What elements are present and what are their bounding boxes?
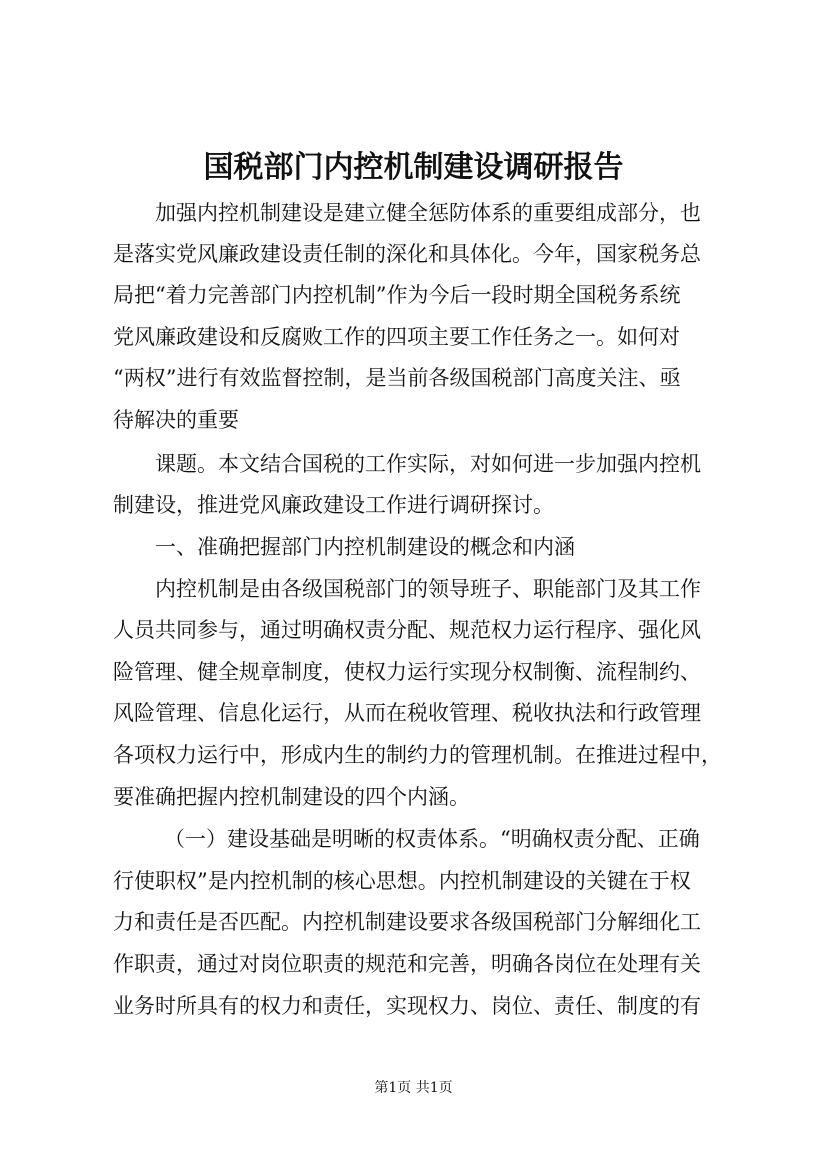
- document-title: 国税部门内控机制建设调研报告: [203, 150, 624, 185]
- text-line: 力和责任是否匹配。内控机制建设要求各级国税部门分解细化工: [113, 910, 701, 934]
- text-line: 课题。本文结合国税的工作实际，对如何进一步加强内控机: [155, 452, 701, 476]
- text-line: 内控机制是由各级国税部门的领导班子、职能部门及其工作: [155, 577, 701, 601]
- section-heading: 一、准确把握部门内控机制建设的概念和内涵: [155, 535, 575, 559]
- text-line: 风险管理、信息化运行，从而在税收管理、税收执法和行政管理: [113, 701, 701, 725]
- text-line: 制建设，推进党风廉政建设工作进行调研探讨。: [113, 493, 554, 517]
- page-footer: 第1页 共1页: [374, 1080, 453, 1096]
- text-line: 作职责，通过对岗位职责的规范和完善，明确各岗位在处理有关: [113, 952, 701, 976]
- text-line: 党风廉政建设和反腐败工作的四项主要工作任务之一。如何对: [113, 325, 680, 349]
- text-line: 各项权力运行中，形成内生的制约力的管理机制。在推进过程中，: [113, 743, 722, 767]
- subsection-line: （一）建设基础是明晰的权责体系。“明确权责分配、正确: [164, 827, 700, 851]
- text-line: 要准确把握内控机制建设的四个内涵。: [113, 785, 470, 809]
- text-line: 业务时所具有的权力和责任，实现权力、岗位、责任、制度的有: [113, 994, 701, 1018]
- text-line: 加强内控机制建设是建立健全惩防体系的重要组成部分，也: [155, 201, 701, 225]
- text-line: 人员共同参与，通过明确权责分配、规范权力运行程序、强化风: [113, 618, 701, 642]
- text-line: 险管理、健全规章制度，使权力运行实现分权制衡、流程制约、: [113, 660, 701, 684]
- text-line: 局把“着力完善部门内控机制”作为今后一段时期全国税务系统: [113, 283, 681, 307]
- text-line: “两权”进行有效监督控制，是当前各级国税部门高度关注、亟: [113, 366, 681, 390]
- text-line: 是落实党风廉政建设责任制的深化和具体化。今年，国家税务总: [113, 242, 701, 266]
- text-line: 行使职权”是内控机制的核心思想。内控机制建设的关键在于权: [113, 869, 691, 893]
- text-line: 待解决的重要: [113, 408, 239, 432]
